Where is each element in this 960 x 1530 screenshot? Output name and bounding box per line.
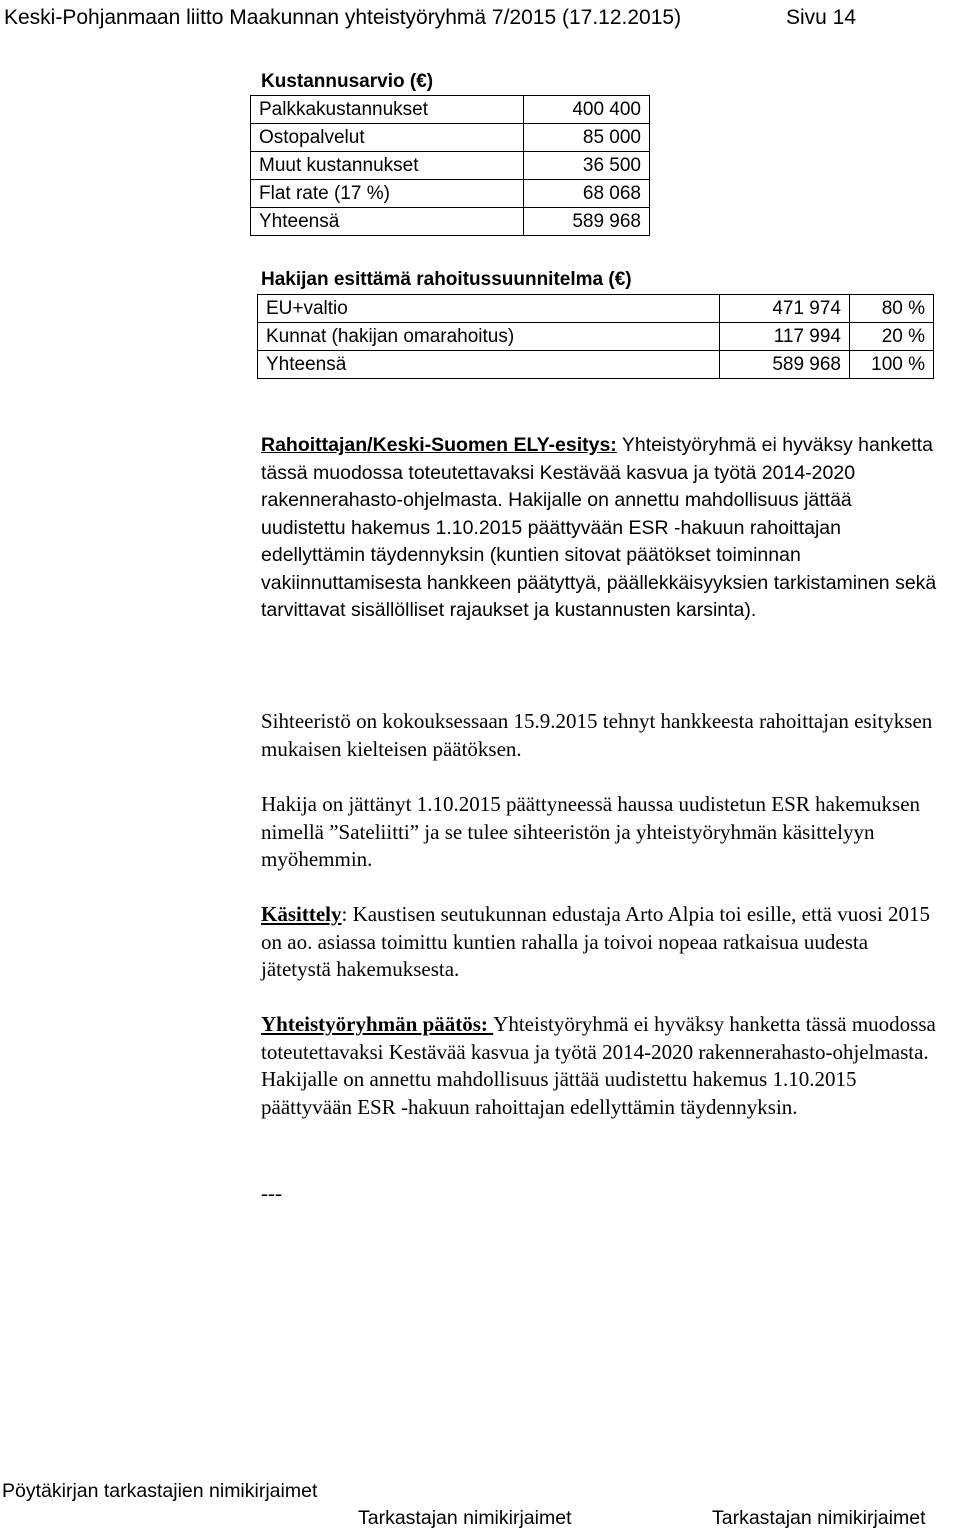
processing-paragraph (261, 901, 941, 984)
table-row (251, 96, 650, 124)
table-row (258, 295, 934, 323)
funding-percent: 100 % (850, 351, 934, 379)
separator: --- (261, 1181, 282, 1205)
table-row (251, 124, 650, 152)
funding-value: 471 974 (720, 295, 850, 323)
cost-value: 589 968 (524, 208, 650, 236)
financier-paragraph (261, 432, 941, 625)
applicant-paragraph: Hakija on jättänyt 1.10.2015 päättyneessä haussa uudistetun ESR hakemuksen nimellä ”Sateliitti” ja se tulee sihteeristön ja yhteistyöryhmän käsittelyyn myöhemmin. (261, 792, 921, 871)
cost-table-title: Kustannusarvio (€) (261, 71, 434, 92)
table-row (258, 323, 934, 351)
table-row (251, 208, 650, 236)
table-row (258, 351, 934, 379)
decision-text: Yhteistyöryhmä ei hyväksy hanketta tässä muodossa toteutettavaksi Kestävää kasvua ja työtä 2014-2020 rakennerahasto-ohjelmasta. Hakijalle on annettu mahdollisuus jättää uudistettu hakemus 1.10.2015 päättyvään ESR -hakuun rahoittajan edellyttämin täydennyksin. (261, 1012, 936, 1119)
page-number: Sivu 14 (786, 6, 857, 29)
decision-paragraph (261, 1011, 941, 1121)
protocol-signatures-label: Pöytäkirjan tarkastajien nimikirjaimet (2, 1480, 318, 1502)
cost-label: Yhteensä (251, 208, 524, 236)
funding-label: EU+valtio (258, 295, 720, 323)
inspector-initials-2: Tarkastajan nimikirjaimet (712, 1507, 926, 1529)
funding-value: 117 994 (720, 323, 850, 351)
secretariat-paragraph: Sihteeristö on kokouksessaan 15.9.2015 tehnyt hankkeesta rahoittajan esityksen mukaisen kielteisen päätöksen. (261, 709, 933, 761)
funding-table (257, 294, 934, 379)
funding-percent: 20 % (850, 323, 934, 351)
cost-value: 85 000 (524, 124, 650, 152)
funding-value: 589 968 (720, 351, 850, 379)
funding-percent: 80 % (850, 295, 934, 323)
decision-label: Yhteistyöryhmän päätös: (261, 1012, 494, 1036)
financier-text: Yhteistyöryhmä ei hyväksy hanketta tässä muodossa toteutettavaksi Kestävää kasvua ja työtä 2014-2020 rakennerahasto-ohjelmasta. Hakijalle on annettu mahdollisuus jättää uudistettu hakemus 1.10.2015 päättyvään ESR -hakuun rahoittajan edellyttämin täydennyksin (kuntien sitovat päätökset toiminnan vakiinnuttamisesta hankkeen päätyttyä, päällekkäisyyksien tarkistaminen sekä tarvittavat sisällölliset rajaukset ja kustannusten karsinta). (261, 434, 937, 621)
funding-label: Kunnat (hakijan omarahoitus) (258, 323, 720, 351)
funding-table-title: Hakijan esittämä rahoitussuunnitelma (€) (261, 269, 632, 290)
cost-label: Muut kustannukset (251, 152, 524, 180)
cost-table (250, 95, 650, 236)
cost-value: 68 068 (524, 180, 650, 208)
cost-value: 36 500 (524, 152, 650, 180)
processing-label: Käsittely (261, 902, 342, 926)
inspector-initials-1: Tarkastajan nimikirjaimet (358, 1507, 572, 1529)
funding-label: Yhteensä (258, 351, 720, 379)
page-header: Keski-Pohjanmaan liitto Maakunnan yhteistyöryhmä 7/2015 (17.12.2015) (4, 6, 682, 29)
cost-label: Ostopalvelut (251, 124, 524, 152)
processing-text: : Kaustisen seutukunnan edustaja Arto Alpia toi esille, että vuosi 2015 on ao. asiassa toimittu kuntien rahalla ja toivoi nopeaa ratkaisua uudesta jätetystä hakemuksesta. (261, 902, 930, 981)
cost-label: Flat rate (17 %) (251, 180, 524, 208)
table-row (251, 152, 650, 180)
cost-value: 400 400 (524, 96, 650, 124)
table-row (251, 180, 650, 208)
financier-label: Rahoittajan/Keski-Suomen ELY-esitys: (261, 434, 617, 456)
cost-label: Palkkakustannukset (251, 96, 524, 124)
